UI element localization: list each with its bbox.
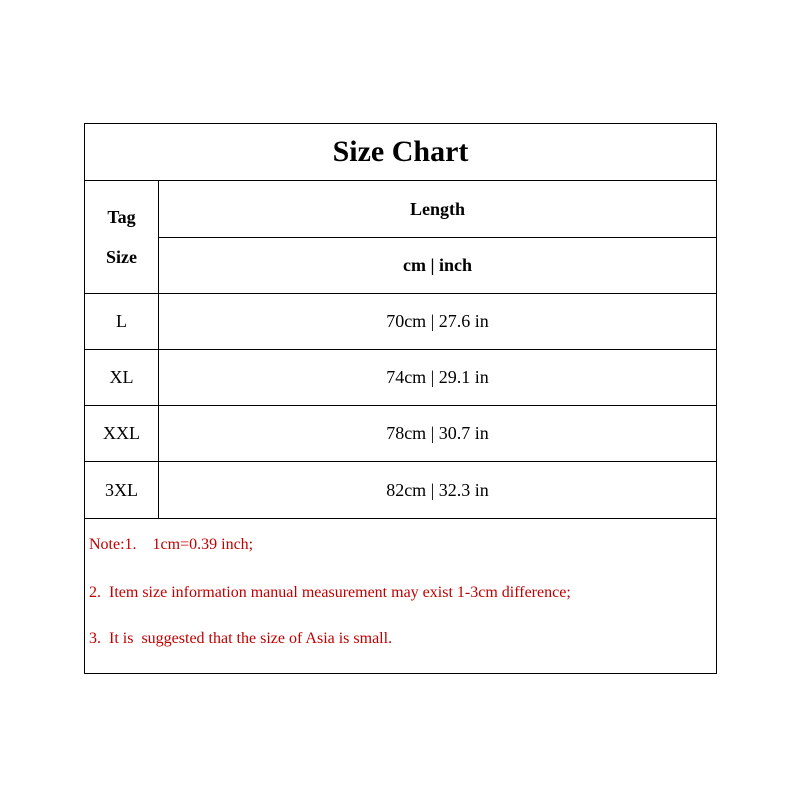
table-row-size: XXL xyxy=(85,406,159,462)
table-row-size: 3XL xyxy=(85,462,159,519)
chart-title: Size Chart xyxy=(85,124,716,181)
table-row-size: L xyxy=(85,294,159,350)
tag-size-header-line1: Tag xyxy=(107,207,136,227)
tag-size-header-line2: Size xyxy=(106,247,137,267)
note-2: 2. Item size information manual measurement may exist 1-3cm difference; xyxy=(89,584,571,601)
notes-section xyxy=(85,519,716,673)
tag-size-header xyxy=(85,181,159,294)
note-1: Note:1. 1cm=0.39 inch; xyxy=(89,536,254,553)
note-3: 3. It is suggested that the size of Asia is small. xyxy=(89,630,393,647)
table-row-size: XL xyxy=(85,350,159,406)
table-row-length: 82cm | 32.3 in xyxy=(159,462,716,519)
table-row-length: 70cm | 27.6 in xyxy=(159,294,716,350)
units-header: cm | inch xyxy=(159,238,716,294)
table-row-length: 74cm | 29.1 in xyxy=(159,350,716,406)
table-row-length: 78cm | 30.7 in xyxy=(159,406,716,462)
size-chart-table xyxy=(84,123,717,674)
length-header: Length xyxy=(159,181,716,238)
